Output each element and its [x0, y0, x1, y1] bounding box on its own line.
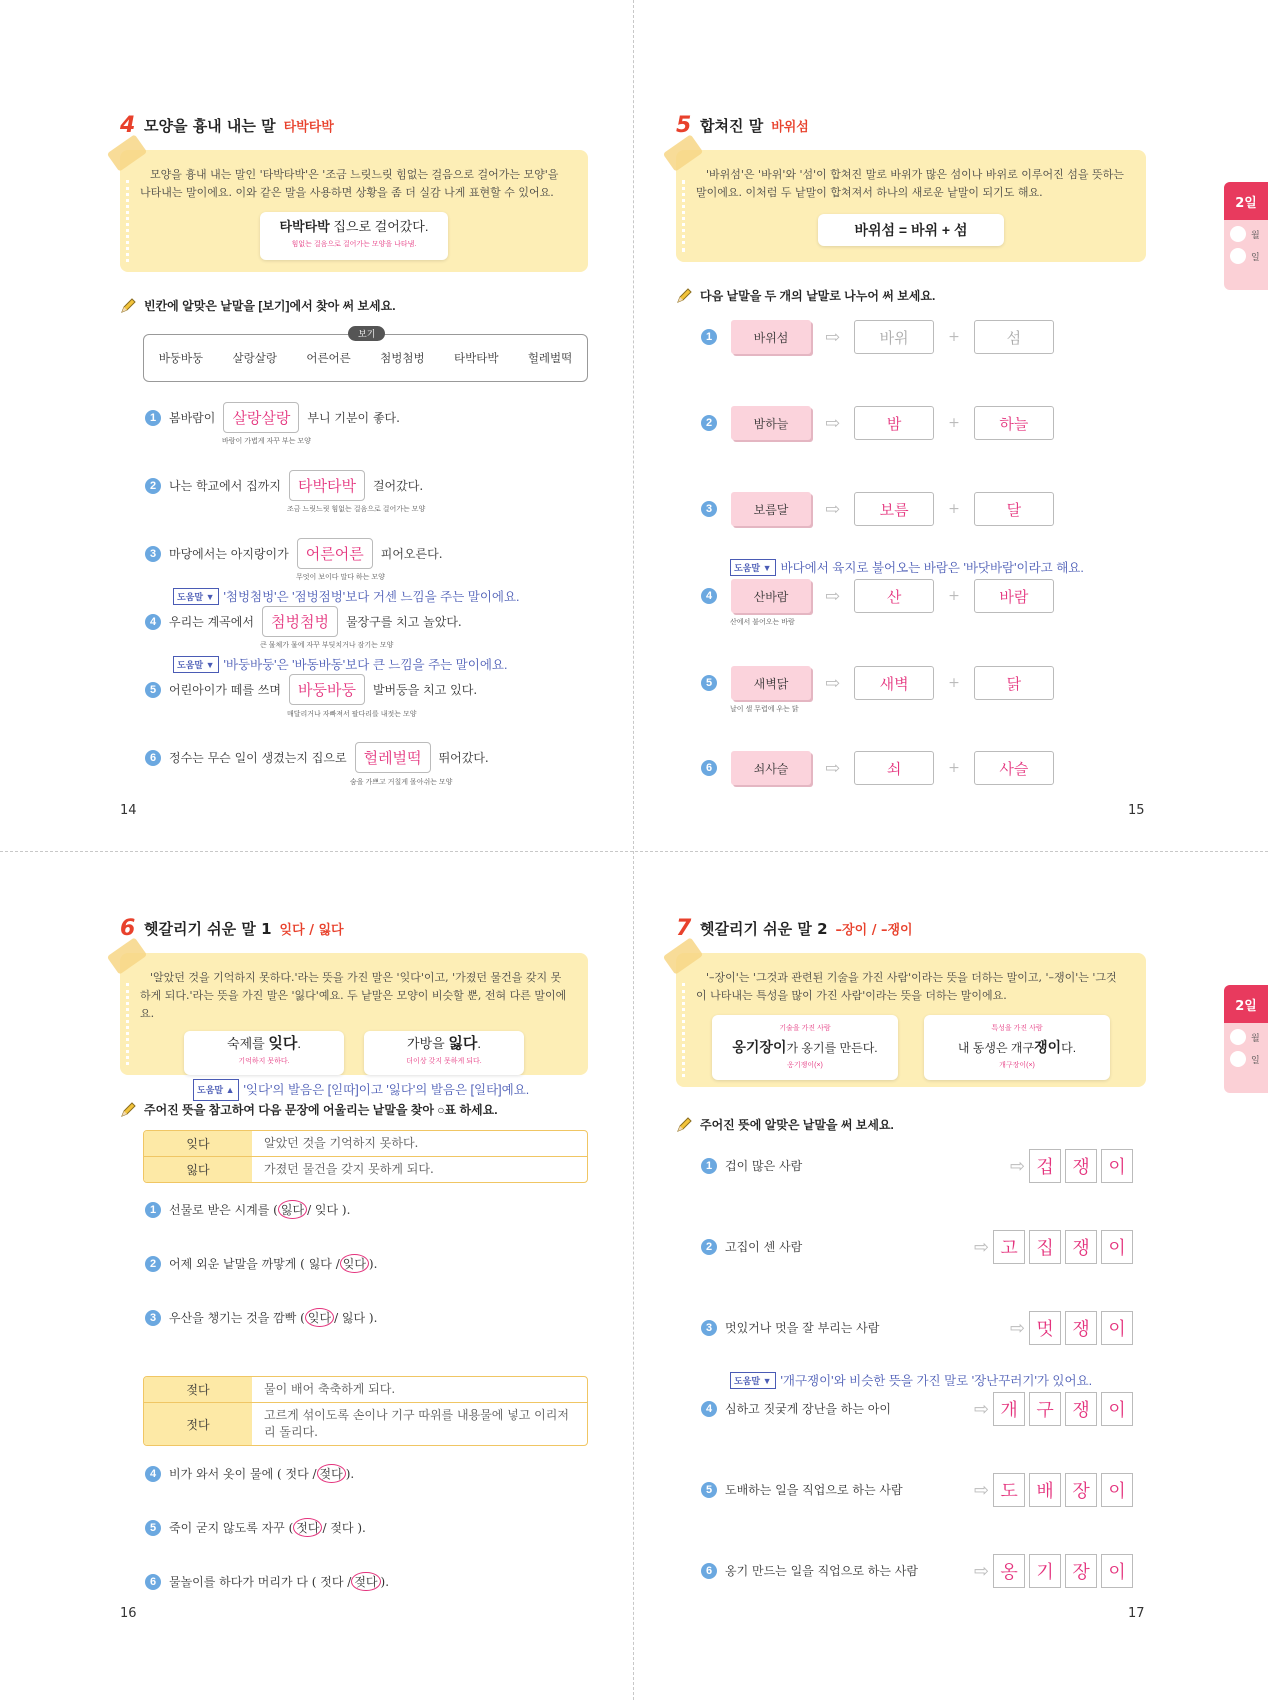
- section-subtitle: 잊다 / 잃다: [279, 923, 344, 938]
- question-text: 나는 학교에서 집까지: [169, 479, 281, 493]
- option[interactable]: 잃다: [308, 1257, 332, 1271]
- page-number: 16: [120, 1606, 137, 1621]
- question-6: [145, 1572, 389, 1591]
- answer-part-a[interactable]: 산: [854, 579, 934, 613]
- definition-text: 옹기 만드는 일을 직업으로 하는 사람: [725, 1564, 918, 1578]
- help-text: '개구쟁이'와 비슷한 뜻을 가진 말로 '장난꾸러기'가 있어요.: [780, 1374, 1093, 1388]
- instruction-text: 빈칸에 알맞은 낱말을 [보기]에서 찾아 써 보세요.: [144, 299, 396, 313]
- answer-cells-4: [974, 1392, 1133, 1426]
- option-selected[interactable]: 젓다: [293, 1518, 322, 1537]
- question-text: 물놀이를 하다가 머리가 다 (: [169, 1575, 321, 1589]
- question-number: 5: [145, 1520, 161, 1536]
- section-number: 6: [120, 916, 136, 941]
- table-term: 젖다: [144, 1377, 252, 1402]
- section-subtitle: –장이 / –쟁이: [835, 923, 913, 938]
- definition-text: 멋있거나 멋을 잘 부리는 사람: [725, 1321, 880, 1335]
- plus-icon: +: [948, 415, 960, 431]
- plus-icon: +: [948, 588, 960, 604]
- question-number: 4: [145, 614, 161, 630]
- answer-cell[interactable]: 도: [993, 1473, 1025, 1507]
- arrow-right-icon: ⇨: [825, 585, 841, 607]
- hint: 바람이 가볍게 자꾸 부는 모양: [222, 438, 311, 445]
- question-3: [145, 538, 443, 569]
- example-note: 더이상 갖지 못하게 되다.: [406, 1058, 482, 1065]
- answer-cell[interactable]: 집: [1029, 1230, 1061, 1264]
- word-row-1: [701, 1157, 802, 1174]
- answer-part-a[interactable]: 보름: [854, 492, 934, 526]
- word-row-6: [701, 1562, 918, 1579]
- answer-cell[interactable]: 겁: [1029, 1149, 1061, 1183]
- answer-cell[interactable]: 이: [1101, 1554, 1133, 1588]
- answer-cell[interactable]: 쟁: [1065, 1311, 1097, 1345]
- question-text: 우산을 챙기는 것을 깜빡 (: [169, 1311, 305, 1325]
- question-3: [145, 1308, 377, 1327]
- question-number: 4: [701, 1401, 717, 1417]
- example-bold: 잃다: [448, 1035, 478, 1052]
- page-15: [634, 0, 1268, 850]
- question-number: 1: [145, 1202, 161, 1218]
- question-text: ).: [365, 1311, 378, 1325]
- instruction: [676, 1116, 894, 1133]
- example-box: 바위섬 = 바위 + 섬: [818, 214, 1004, 246]
- question-text: 뛰어갔다.: [438, 751, 489, 765]
- answer-cell[interactable]: 개: [993, 1392, 1025, 1426]
- split-row-1: [701, 320, 1054, 354]
- question-number: 6: [701, 1563, 717, 1579]
- answer-part-b[interactable]: 달: [974, 492, 1054, 526]
- answer-cell[interactable]: 이: [1101, 1392, 1133, 1426]
- word-row-2: [701, 1238, 802, 1255]
- help-text: '바둥바둥'은 '바동바동'보다 큰 느낌을 주는 말이에요.: [223, 658, 508, 672]
- table-term: 잊다: [144, 1131, 252, 1156]
- example-text: 내 동생은 개구: [957, 1041, 1035, 1055]
- bogi-word: 어른어른: [306, 353, 351, 365]
- compound-word: 산바람: [731, 579, 811, 613]
- example-text: .: [477, 1036, 481, 1051]
- definition-text: 도배하는 일을 직업으로 하는 사람: [725, 1483, 903, 1497]
- section-heading: 합쳐진 말: [700, 117, 764, 135]
- answer-part-b[interactable]: 섬: [974, 320, 1054, 354]
- arrow-right-icon: ⇨: [974, 1236, 990, 1258]
- answer-cells-6: [974, 1554, 1133, 1588]
- question-text: 비가 와서 옷이 물에 (: [169, 1467, 286, 1481]
- example-box-2: [364, 1031, 524, 1075]
- table-term: 잃다: [144, 1157, 252, 1182]
- split-row-3: [701, 492, 1054, 526]
- question-number: 2: [701, 415, 717, 431]
- example-rest: 집으로 걸어갔다.: [329, 219, 429, 234]
- answer-part-a[interactable]: 새벽: [854, 666, 934, 700]
- bogi-label: 보기: [348, 326, 385, 341]
- question-4: [145, 606, 462, 637]
- help-tag: 도움말 ▼: [173, 588, 219, 605]
- question-text: 정수는 무슨 일이 생겼는지 집으로: [169, 751, 347, 765]
- question-text: 어린아이가 떼를 쓰며: [169, 683, 281, 697]
- word-row-3: [701, 1319, 879, 1336]
- date-label: 일: [1251, 252, 1260, 263]
- question-number: 2: [145, 1256, 161, 1272]
- plus-icon: +: [948, 329, 960, 345]
- option-selected[interactable]: 잃다: [278, 1200, 307, 1219]
- circle-icon: [1230, 248, 1246, 264]
- question-6: [145, 742, 489, 773]
- table-definition: 고르게 섞이도록 손이나 기구 따위를 내용물에 넣고 이리저리 돌리다.: [264, 1408, 569, 1439]
- split-row-5: [701, 666, 1054, 700]
- question-number: 3: [701, 1320, 717, 1336]
- instruction-text: 다음 낱말을 두 개의 낱말로 나누어 써 보세요.: [700, 289, 936, 303]
- split-row-6: [701, 751, 1054, 785]
- answer-blank[interactable]: 타박타박: [289, 470, 365, 501]
- example-label: 기술을 가진 사람: [779, 1025, 831, 1032]
- question-text: 봄바람이: [169, 411, 216, 425]
- arrow-right-icon: ⇨: [974, 1398, 990, 1420]
- answer-cell[interactable]: 이: [1101, 1311, 1133, 1345]
- question-number: 1: [701, 1158, 717, 1174]
- compound-word: 바위섬: [731, 320, 811, 354]
- answer-cell[interactable]: 쟁: [1065, 1149, 1097, 1183]
- bogi-box: [143, 329, 588, 382]
- instruction: [120, 297, 396, 314]
- option[interactable]: 젓다: [285, 1467, 309, 1481]
- section-heading: 모양을 흉내 내는 말: [144, 117, 276, 135]
- day-label: 2일: [1224, 182, 1268, 220]
- option[interactable]: 잃다: [341, 1311, 366, 1325]
- split-row-4: [701, 579, 1054, 613]
- answer-blank[interactable]: 헐레벌떡: [355, 742, 431, 773]
- question-text: 죽이 굳지 않도록 자꾸 (: [169, 1521, 294, 1535]
- example-note: 힘없는 걸음으로 걸어가는 모양을 나타냄.: [291, 241, 417, 248]
- example-bold: 타박타박: [279, 219, 330, 234]
- word-row-4: [701, 1400, 891, 1417]
- info-text: '바위섬'은 '바위'와 '섬'이 합쳐진 말로 바위가 많은 섬이나 바위로 이루어진 섬을 뜻하는 말이에요. 이처럼 두 낱말이 합쳐져서 하나의 새로운 낱말이 되기도 해요.: [696, 168, 1124, 199]
- table-term: 젓다: [144, 1403, 252, 1445]
- help-tag: 도움말 ▼: [730, 559, 776, 576]
- question-text: ).: [353, 1521, 366, 1535]
- help-note: [730, 558, 1084, 576]
- separator: /: [322, 1521, 331, 1535]
- example-text: 옹기: [732, 1039, 760, 1055]
- separator: /: [334, 1311, 342, 1325]
- option[interactable]: 젓다: [320, 1575, 344, 1589]
- separator: /: [343, 1575, 352, 1589]
- help-note: [173, 587, 520, 605]
- pencil-icon: [120, 298, 136, 314]
- plus-icon: +: [948, 760, 960, 776]
- help-tag: 도움말 ▼: [173, 656, 219, 673]
- pencil-icon: [676, 288, 692, 304]
- option-selected[interactable]: 젖다: [351, 1572, 380, 1591]
- answer-blank[interactable]: 바둥바둥: [289, 674, 365, 705]
- example-label: 특성을 가진 사람: [991, 1025, 1043, 1032]
- example-note: 옹기쟁이(×): [787, 1062, 823, 1069]
- example-box: [260, 212, 448, 260]
- arrow-right-icon: ⇨: [825, 412, 841, 434]
- info-text: '–장이'는 '그것과 관련된 기술을 가진 사람'이라는 뜻을 더하는 말이고, '–쟁이'는 '그것이 나타내는 특성을 많이 가진 사람'이라는 뜻을 더하는 말이에요.: [696, 971, 1117, 1002]
- question-number: 2: [145, 478, 161, 494]
- definition-table-1: [143, 1130, 588, 1183]
- question-text: 부니 기분이 좋다.: [307, 411, 400, 425]
- answer-part-b[interactable]: 바람: [974, 579, 1054, 613]
- section-heading: 헷갈리기 쉬운 말 1: [144, 920, 272, 938]
- instruction: [120, 1101, 498, 1118]
- example-text: .: [297, 1036, 301, 1051]
- help-tag: 도움말 ▼: [730, 1372, 776, 1389]
- info-box: [676, 953, 1146, 1087]
- question-number: 3: [145, 546, 161, 562]
- month-label: 월: [1251, 230, 1260, 241]
- example-text: 가 옹기를 만든다.: [786, 1041, 878, 1055]
- help-text: 바다에서 육지로 불어오는 바람은 '바닷바람'이라고 해요.: [780, 561, 1084, 575]
- option[interactable]: 젖다: [330, 1521, 354, 1535]
- answer-cell[interactable]: 쟁: [1065, 1230, 1097, 1264]
- option-selected[interactable]: 젖다: [317, 1464, 346, 1483]
- definition-table-2: [143, 1376, 588, 1446]
- question-text: 마당에서는 아지랑이가: [169, 547, 289, 561]
- help-note: [173, 655, 507, 673]
- question-number: 6: [701, 760, 717, 776]
- answer-cell[interactable]: 이: [1101, 1473, 1133, 1507]
- question-2: [145, 470, 423, 501]
- day-label: 2일: [1224, 985, 1268, 1023]
- answer-cells-2: [974, 1230, 1133, 1264]
- split-row-2: [701, 406, 1054, 440]
- question-2: [145, 1254, 377, 1273]
- option[interactable]: 잊다: [314, 1203, 339, 1217]
- day-tab: [1224, 985, 1268, 1093]
- answer-part-a[interactable]: 쇠: [854, 751, 934, 785]
- question-number: 5: [701, 1482, 717, 1498]
- section-title: [676, 916, 913, 941]
- plus-icon: +: [948, 675, 960, 691]
- example-text: 다.: [1061, 1041, 1077, 1055]
- separator: /: [307, 1203, 315, 1217]
- section-number: 7: [676, 916, 692, 941]
- answer-cell[interactable]: 구: [1029, 1392, 1061, 1426]
- section-title: [120, 916, 344, 941]
- pencil-icon: [676, 1117, 692, 1133]
- plus-icon: +: [948, 501, 960, 517]
- question-1: [145, 402, 400, 433]
- hint: 무엇이 보이다 말다 하는 모양: [296, 574, 385, 581]
- question-number: 6: [145, 1574, 161, 1590]
- compound-word: 쇠사슬: [731, 751, 811, 785]
- help-tag: 도움말 ▲: [193, 1079, 239, 1101]
- hint: 매달리거나 자빠져서 팔다리를 내젓는 모양: [287, 711, 417, 718]
- answer-part-a[interactable]: 밤: [854, 406, 934, 440]
- circle-icon: [1230, 226, 1246, 242]
- question-text: ).: [345, 1467, 355, 1481]
- section-subtitle: 타박타박: [283, 120, 334, 135]
- definition-text: 고집이 센 사람: [725, 1240, 803, 1254]
- word-note: 산에서 불어오는 바람: [730, 619, 795, 626]
- question-text: 선물로 받은 시계를 (: [169, 1203, 278, 1217]
- section-number: 5: [676, 113, 692, 138]
- hint: 숨을 가쁘고 거칠게 몰아쉬는 모양: [350, 779, 453, 786]
- section-title: [676, 113, 809, 138]
- table-definition: 가졌던 물건을 갖지 못하게 되다.: [264, 1162, 434, 1176]
- answer-blank[interactable]: 살랑살랑: [223, 402, 299, 433]
- compound-word: 밤하늘: [731, 406, 811, 440]
- arrow-right-icon: ⇨: [1010, 1155, 1026, 1177]
- bogi-word: 바둥바둥: [158, 353, 204, 365]
- question-number: 1: [701, 329, 717, 345]
- compound-word: 보름달: [731, 492, 811, 526]
- section-title: [120, 113, 334, 138]
- answer-cells-3: [1010, 1311, 1133, 1345]
- answer-cell[interactable]: 배: [1029, 1473, 1061, 1507]
- bogi-word: 타박타박: [454, 353, 499, 365]
- page-number: 14: [120, 803, 137, 818]
- circle-icon: [1230, 1029, 1246, 1045]
- word-note: 날이 샐 무렵에 우는 닭: [730, 706, 799, 713]
- hint: 큰 물체가 물에 자꾸 부딪치거나 잠기는 모양: [260, 642, 394, 649]
- question-text: 어제 외운 낱말을 까맣게 (: [169, 1257, 309, 1271]
- hint: 조금 느릿느릿 힘없는 걸음으로 걸어가는 모양: [287, 506, 426, 513]
- help-note: [730, 1371, 1092, 1389]
- instruction: [676, 287, 935, 304]
- month-label: 월: [1251, 1033, 1260, 1044]
- question-text: 우리는 계곡에서: [169, 615, 254, 629]
- definition-text: 심하고 짓궂게 장난을 하는 아이: [725, 1402, 891, 1416]
- info-text: 모양을 흉내 내는 말인 '타박타박'은 '조금 느릿느릿 힘없는 걸음으로 걸어가는 모양'을 나타내는 말이에요. 이와 같은 말을 사용하면 상황을 좀 더 실감 나게 표현할 수 있어요.: [140, 168, 559, 199]
- question-text: ).: [338, 1203, 351, 1217]
- answer-part-b[interactable]: 사슬: [974, 751, 1054, 785]
- question-text: 물장구를 치고 놀았다.: [345, 615, 462, 629]
- question-number: 1: [145, 410, 161, 426]
- question-number: 2: [701, 1239, 717, 1255]
- table-definition: 물이 배어 축축하게 되다.: [264, 1382, 396, 1396]
- question-number: 4: [701, 588, 717, 604]
- arrow-right-icon: ⇨: [825, 498, 841, 520]
- answer-cell[interactable]: 이: [1101, 1149, 1133, 1183]
- question-text: 발버둥을 치고 있다.: [372, 683, 478, 697]
- example-text: 가방을: [407, 1036, 449, 1051]
- definition-text: 겁이 많은 사람: [725, 1159, 803, 1173]
- answer-cell[interactable]: 기: [1029, 1554, 1061, 1588]
- answer-cells-5: [974, 1473, 1133, 1507]
- date-label: 일: [1251, 1055, 1260, 1066]
- question-number: 5: [701, 675, 717, 691]
- answer-blank[interactable]: 첨벙첨벙: [262, 606, 338, 637]
- example-note: 기억하지 못하다.: [238, 1058, 290, 1065]
- page-number: 17: [1128, 1606, 1145, 1621]
- question-text: 피어오른다.: [380, 547, 443, 561]
- question-number: 5: [145, 682, 161, 698]
- separator: /: [308, 1467, 317, 1481]
- example-bold: 쟁이: [1034, 1039, 1062, 1055]
- page-number: 15: [1128, 803, 1145, 818]
- separator: /: [331, 1257, 340, 1271]
- section-number: 4: [120, 113, 136, 138]
- example-note: 개구장이(×): [999, 1062, 1035, 1069]
- section-heading: 헷갈리기 쉬운 말 2: [700, 920, 828, 938]
- section-subtitle: 바위섬: [771, 120, 809, 135]
- question-5: [145, 674, 477, 705]
- option-selected[interactable]: 잊다: [340, 1254, 369, 1273]
- arrow-right-icon: ⇨: [825, 757, 841, 779]
- answer-part-a[interactable]: 바위: [854, 320, 934, 354]
- question-text: ).: [380, 1575, 390, 1589]
- example-bold: 장이: [759, 1039, 787, 1055]
- question-number: 3: [701, 501, 717, 517]
- pencil-icon: [120, 1102, 136, 1118]
- answer-part-b[interactable]: 닭: [974, 666, 1054, 700]
- question-5: [145, 1518, 366, 1537]
- info-box: [120, 953, 588, 1097]
- arrow-right-icon: ⇨: [1010, 1317, 1026, 1339]
- help-text: '잊다'의 발음은 [읻따]이고 '잃다'의 발음은 [일타]예요.: [243, 1083, 530, 1097]
- page-14: [0, 0, 634, 850]
- bogi-word: 헐레벌떡: [527, 353, 573, 365]
- answer-blank[interactable]: 어른어른: [297, 538, 373, 569]
- question-number: 6: [145, 750, 161, 766]
- help-text: '첨벙첨벙'은 '점벙점벙'보다 거센 느낌을 주는 말이에요.: [223, 590, 520, 604]
- answer-part-b[interactable]: 하늘: [974, 406, 1054, 440]
- page-17: [634, 850, 1268, 1700]
- arrow-right-icon: ⇨: [825, 672, 841, 694]
- day-tab: [1224, 182, 1268, 290]
- question-1: [145, 1200, 350, 1219]
- option-selected[interactable]: 잊다: [305, 1308, 334, 1327]
- example-box-2: [924, 1015, 1110, 1080]
- info-box: [676, 150, 1146, 262]
- question-text: 걸어갔다.: [372, 479, 424, 493]
- answer-cell[interactable]: 이: [1101, 1230, 1133, 1264]
- answer-cell[interactable]: 장: [1065, 1554, 1097, 1588]
- instruction-text: 주어진 뜻을 참고하여 다음 문장에 어울리는 낱말을 찾아 ○표 하세요.: [144, 1103, 498, 1117]
- info-text: '알았던 것을 기억하지 못하다.'라는 뜻을 가진 말은 '잊다'이고, '가졌던 물건을 갖지 못하게 되다.'라는 뜻을 가진 말은 '잃다'예요. 두 낱말은 모양이 비슷할 뿐, 전혀 다른 말이에요.: [140, 971, 567, 1020]
- arrow-right-icon: ⇨: [825, 326, 841, 348]
- bogi-word: 첨벙첨벙: [380, 353, 425, 365]
- info-box: [120, 150, 588, 272]
- arrow-right-icon: ⇨: [974, 1479, 990, 1501]
- circle-icon: [1230, 1051, 1246, 1067]
- page-16: [0, 850, 634, 1700]
- answer-cell[interactable]: 옹: [993, 1554, 1025, 1588]
- question-text: ).: [368, 1257, 378, 1271]
- word-row-5: [701, 1481, 903, 1498]
- compound-word: 새벽닭: [731, 666, 811, 700]
- bogi-word: 살랑살랑: [232, 353, 277, 365]
- answer-cell[interactable]: 쟁: [1065, 1392, 1097, 1426]
- arrow-right-icon: ⇨: [974, 1560, 990, 1582]
- instruction-text: 주어진 뜻에 알맞은 낱말을 써 보세요.: [700, 1118, 894, 1132]
- question-4: [145, 1464, 354, 1483]
- question-number: 4: [145, 1466, 161, 1482]
- question-number: 3: [145, 1310, 161, 1326]
- answer-cell[interactable]: 고: [993, 1230, 1025, 1264]
- answer-cell[interactable]: 멋: [1029, 1311, 1061, 1345]
- help-note: [193, 1079, 621, 1101]
- answer-cells-1: [1010, 1149, 1133, 1183]
- table-definition: 알았던 것을 기억하지 못하다.: [264, 1136, 419, 1150]
- answer-cell[interactable]: 장: [1065, 1473, 1097, 1507]
- example-text: 숙제를: [227, 1036, 269, 1051]
- example-bold: 잊다: [268, 1035, 298, 1052]
- example-box-1: [712, 1015, 898, 1080]
- example-box-1: [184, 1031, 344, 1075]
